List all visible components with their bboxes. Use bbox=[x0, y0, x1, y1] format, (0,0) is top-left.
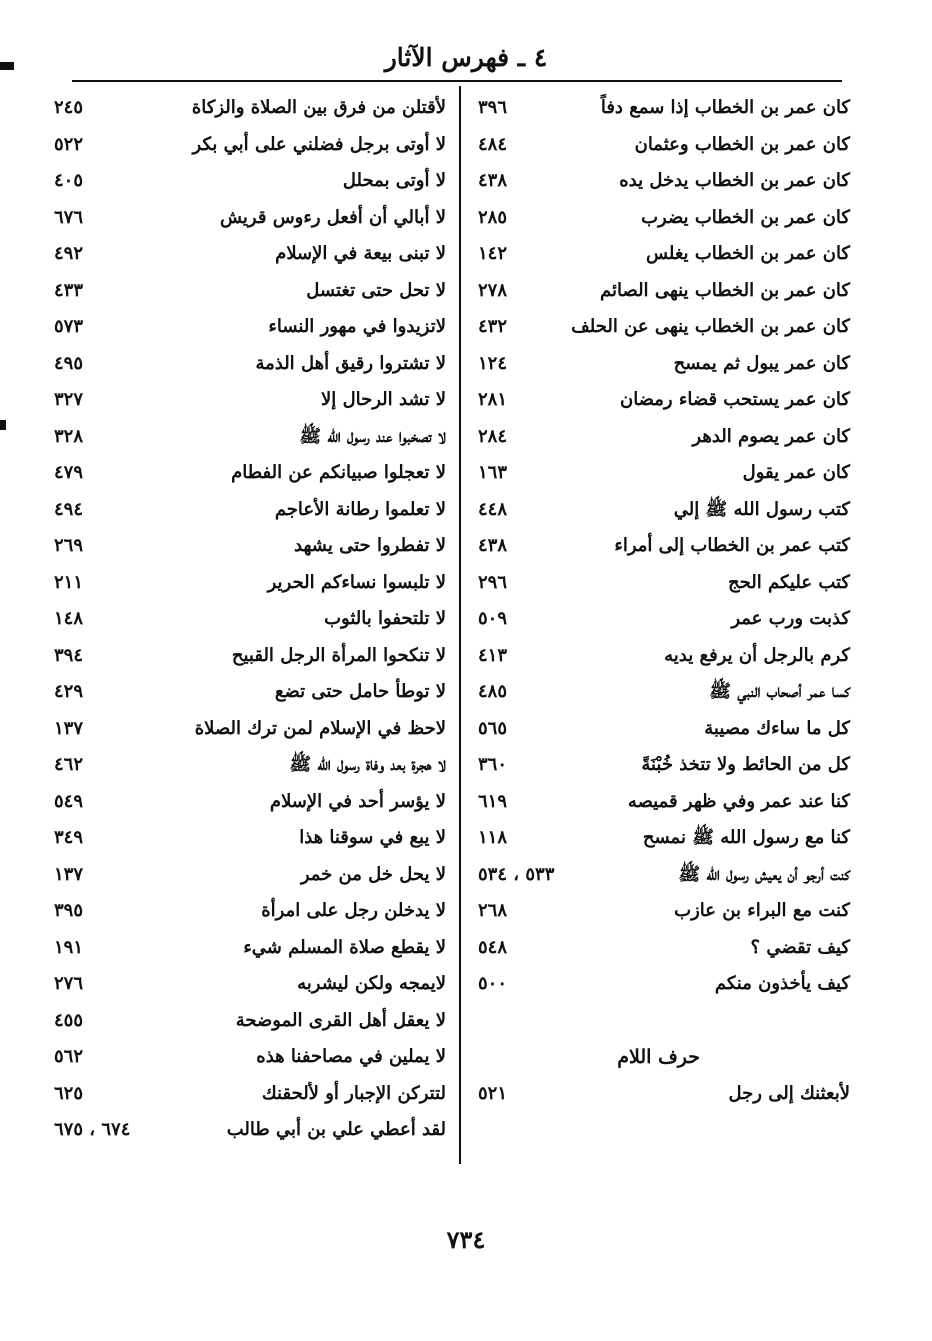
index-entry bbox=[46, 455, 456, 492]
entry-text: لا تبنى بيعة في الإسلام bbox=[275, 243, 446, 264]
entry-page-number: ٥٦٥ bbox=[478, 717, 508, 739]
entry-page-number: ١٢٤ bbox=[478, 352, 508, 374]
entry-text: كذبت ورب عمر bbox=[731, 608, 850, 629]
entry-text: كان عمر بن الخطاب يضرب bbox=[641, 206, 850, 228]
column-divider bbox=[459, 86, 461, 1164]
entry-page-number: ٤٩٥ bbox=[54, 352, 84, 374]
entry-text: كتب عمر بن الخطاب إلى أمراء bbox=[614, 535, 850, 556]
index-entry bbox=[470, 200, 850, 237]
entry-page-number: ٤٦٢ bbox=[54, 754, 84, 775]
index-entry bbox=[470, 1003, 850, 1040]
entry-text: لتتركن الإجبار أو لألحقنك bbox=[261, 1082, 446, 1104]
index-entry bbox=[470, 492, 850, 529]
entry-text: لا يعقل أهل القرى الموضحة bbox=[235, 1009, 446, 1031]
index-entry bbox=[46, 1076, 456, 1113]
index-entry bbox=[470, 382, 850, 419]
entry-page-number: ٤٨٤ bbox=[478, 133, 508, 155]
entry-page-number: ٢٧٦ bbox=[54, 973, 84, 994]
entry-page-number: ٢٦٨ bbox=[478, 900, 508, 921]
index-entry bbox=[470, 711, 850, 748]
index-entry bbox=[46, 90, 456, 127]
entry-page-number: ٢٧٨ bbox=[478, 279, 508, 301]
index-entry bbox=[46, 820, 456, 857]
entry-text: كان عمر يبول ثم يمسح bbox=[673, 352, 850, 374]
entry-page-number: ٣٦٠ bbox=[478, 754, 508, 775]
index-entry bbox=[470, 784, 850, 821]
entry-page-number: ٤٢٩ bbox=[54, 681, 84, 702]
entry-text: كل ما ساءك مصيبة bbox=[704, 717, 850, 739]
entry-text: لا يحل خل من خمر bbox=[300, 863, 446, 885]
entry-text: كان عمر يستحب قضاء رمضان bbox=[619, 389, 850, 410]
index-entry bbox=[470, 638, 850, 675]
index-entry bbox=[470, 236, 850, 273]
index-entry bbox=[46, 419, 456, 456]
index-entry bbox=[46, 747, 456, 784]
entry-text: لايمجه ولكن ليشربه bbox=[297, 973, 446, 994]
index-entry bbox=[46, 857, 456, 894]
entry-page-number: ٤٤٨ bbox=[478, 498, 508, 520]
index-entry bbox=[470, 455, 850, 492]
entry-text: كيف تقضي ؟ bbox=[750, 936, 850, 958]
entry-page-number: ١٣٧ bbox=[54, 863, 84, 885]
entry-text: لا أوتى برجل فضلني على أبي بكر bbox=[192, 133, 446, 155]
entry-page-number: ٤١٣ bbox=[478, 644, 508, 666]
entry-page-number: ٦٢٥ bbox=[54, 1082, 84, 1104]
index-entry bbox=[46, 528, 456, 565]
entry-text: لا تعلموا رطانة الأعاجم bbox=[274, 498, 446, 520]
index-entry bbox=[46, 236, 456, 273]
index-entry bbox=[46, 893, 456, 930]
entry-text: لا يملين في مصاحفنا هذه bbox=[256, 1046, 446, 1067]
entry-page-number: ٤٥٥ bbox=[54, 1009, 84, 1031]
entry-text: كنت مع البراء بن عازب bbox=[674, 900, 850, 921]
index-entry bbox=[470, 601, 850, 638]
index-entry bbox=[470, 747, 850, 784]
index-entry bbox=[46, 674, 456, 711]
index-entry bbox=[46, 784, 456, 821]
index-entry bbox=[470, 674, 850, 711]
left-column bbox=[46, 90, 456, 1149]
entry-text: لأقتلن من فرق بين الصلاة والزكاة bbox=[191, 97, 446, 118]
entry-text: لاحظ في الإسلام لمن ترك الصلاة bbox=[194, 717, 446, 739]
entry-text: لا تصخبوا عند رسول الله ﷺ bbox=[299, 425, 446, 447]
entry-page-number: ٤٣٨ bbox=[478, 535, 508, 556]
entry-page-number: ٢٦٩ bbox=[54, 535, 84, 556]
entry-text: كان عمر بن الخطاب ينهى عن الحلف bbox=[571, 316, 850, 337]
index-entry bbox=[46, 492, 456, 529]
section-heading bbox=[470, 1039, 850, 1076]
entry-text: كتب رسول الله ﷺ إلي bbox=[673, 498, 850, 520]
entry-page-number: ٢٨٤ bbox=[478, 425, 508, 447]
index-entry bbox=[46, 638, 456, 675]
entry-text: لقد أعطي علي بن أبي طالب bbox=[226, 1119, 446, 1140]
entry-page-number: ٥٧٣ bbox=[54, 316, 84, 337]
entry-page-number: ٥٣٣ ، ٥٣٤ bbox=[478, 863, 555, 885]
entry-text: لا تفطروا حتى يشهد bbox=[294, 535, 446, 556]
index-entry bbox=[470, 1076, 850, 1113]
entry-text: لا تنكحوا المرأة الرجل القبيح bbox=[231, 644, 446, 666]
index-entry bbox=[46, 565, 456, 602]
entry-page-number: ٦١٩ bbox=[478, 790, 508, 812]
entry-page-number: ٥٦٢ bbox=[54, 1046, 84, 1067]
entry-text: لاتزيدوا في مهور النساء bbox=[268, 316, 446, 337]
index-entry bbox=[470, 820, 850, 857]
index-entry bbox=[46, 200, 456, 237]
entry-page-number: ٣٩٦ bbox=[478, 97, 508, 118]
index-entry bbox=[470, 857, 850, 894]
index-entry bbox=[46, 930, 456, 967]
index-entry bbox=[46, 127, 456, 164]
index-entry bbox=[470, 127, 850, 164]
entry-text: لا تعجلوا صبيانكم عن الفطام bbox=[231, 462, 446, 483]
index-entry bbox=[46, 273, 456, 310]
entry-text: كنا عند عمر وفي ظهر قميصه bbox=[627, 790, 850, 812]
index-entry bbox=[470, 565, 850, 602]
entry-text: كسا عمر أصحاب النبي ﷺ bbox=[709, 681, 850, 702]
entry-text: كان عمر بن الخطاب ينهى الصائم bbox=[599, 279, 850, 301]
entry-page-number: ٣٢٨ bbox=[54, 425, 84, 447]
right-column bbox=[470, 90, 850, 1112]
entry-text: لأبعثنك إلى رجل bbox=[728, 1082, 850, 1104]
index-entry bbox=[470, 273, 850, 310]
entry-text: لا هجرة بعد وفاة رسول الله ﷺ bbox=[289, 754, 446, 775]
entry-text: كان عمر يقول bbox=[742, 462, 850, 483]
entry-text: لا تلتحفوا بالثوب bbox=[324, 608, 446, 629]
header-rule bbox=[72, 80, 842, 82]
entry-text: لا تشد الرحال إلا bbox=[321, 389, 446, 410]
entry-page-number: ١١٨ bbox=[478, 827, 508, 848]
entry-text: كنت أرجو أن يعيش رسول الله ﷺ bbox=[678, 863, 850, 885]
index-entry bbox=[46, 1039, 456, 1076]
entry-text: لا أوتى بمحلل bbox=[342, 170, 446, 191]
page-number: ٧٣٤ bbox=[446, 1225, 486, 1254]
index-entry bbox=[46, 1112, 456, 1149]
entry-page-number: ٢٤٥ bbox=[54, 97, 84, 118]
entry-page-number: ١٩١ bbox=[54, 936, 84, 958]
binding-mark bbox=[0, 420, 6, 430]
index-entry bbox=[470, 930, 850, 967]
entry-text: لا أبالي أن أفعل رءوس قريش bbox=[219, 206, 446, 228]
entry-page-number: ٥٤٩ bbox=[54, 790, 84, 812]
index-entry bbox=[46, 309, 456, 346]
index-entry bbox=[46, 382, 456, 419]
entry-text: كان عمر يصوم الدهر bbox=[692, 425, 850, 447]
entry-text: لا يبع في سوقنا هذا bbox=[299, 827, 446, 848]
entry-text: كنا مع رسول الله ﷺ نمسح bbox=[642, 827, 850, 848]
entry-text: كتب عليكم الحج bbox=[728, 571, 850, 593]
entry-page-number: ٣٢٧ bbox=[54, 389, 84, 410]
entry-page-number: ٥٢١ bbox=[478, 1082, 508, 1104]
binding-mark bbox=[0, 62, 14, 70]
entry-text: لا يقطع صلاة المسلم شيء bbox=[243, 936, 446, 958]
entry-text: لا توطأ حامل حتى تضع bbox=[274, 681, 446, 702]
entry-page-number: ١٣٧ bbox=[54, 717, 84, 739]
entry-text: كان عمر بن الخطاب يغلس bbox=[645, 243, 850, 264]
index-entry bbox=[470, 309, 850, 346]
index-entry bbox=[46, 346, 456, 383]
entry-page-number: ٦٧٦ bbox=[54, 206, 84, 228]
entry-text: كان عمر بن الخطاب وعثمان bbox=[634, 133, 850, 155]
entry-page-number: ٤٠٥ bbox=[54, 170, 84, 191]
entry-text: كل من الحائط ولا تتخذ خُبْنَةً bbox=[641, 754, 850, 775]
entry-text: كيف يأخذون منكم bbox=[714, 973, 850, 994]
entry-page-number: ٥٠٩ bbox=[478, 608, 508, 629]
page-title: ٤ ـ فهرس الآثار bbox=[384, 43, 548, 72]
entry-page-number: ٢٩٦ bbox=[478, 571, 508, 593]
index-entry bbox=[470, 419, 850, 456]
index-entry bbox=[470, 163, 850, 200]
entry-page-number: ٥٤٨ bbox=[478, 936, 508, 958]
index-entry bbox=[470, 90, 850, 127]
entry-page-number: ٣٩٥ bbox=[54, 900, 84, 921]
index-entry bbox=[46, 1003, 456, 1040]
index-entry bbox=[470, 966, 850, 1003]
entry-page-number: ٤٣٢ bbox=[478, 316, 508, 337]
entry-text: كان عمر بن الخطاب يدخل يده bbox=[619, 170, 850, 191]
entry-page-number: ٤٩٢ bbox=[54, 243, 84, 264]
index-entry bbox=[470, 893, 850, 930]
entry-text: لا يدخلن رجل على امرأة bbox=[261, 900, 446, 921]
entry-page-number: ٣٩٤ bbox=[54, 644, 84, 666]
entry-page-number: ١٤٢ bbox=[478, 243, 508, 264]
entry-page-number: ٥٢٢ bbox=[54, 133, 84, 155]
entry-text: لا تحل حتى تغتسل bbox=[306, 279, 446, 301]
entry-page-number: ٣٤٩ bbox=[54, 827, 84, 848]
entry-text: كرم بالرجل أن يرفع يديه bbox=[664, 644, 850, 666]
index-entry bbox=[46, 711, 456, 748]
entry-text: كان عمر بن الخطاب إذا سمع دفاً bbox=[600, 97, 850, 118]
entry-page-number: ٤٧٩ bbox=[54, 462, 84, 483]
entry-page-number: ٥٠٠ bbox=[478, 973, 508, 994]
entry-text: حرف اللام bbox=[617, 1046, 700, 1068]
index-entry bbox=[470, 346, 850, 383]
entry-page-number: ٤٨٥ bbox=[478, 681, 508, 702]
index-entry bbox=[470, 528, 850, 565]
entry-text: لا تلبسوا نساءكم الحرير bbox=[267, 571, 446, 593]
entry-page-number: ٢٨١ bbox=[478, 389, 508, 410]
index-entry bbox=[46, 163, 456, 200]
entry-page-number: ٢١١ bbox=[54, 571, 84, 593]
entry-page-number: ٤٩٤ bbox=[54, 498, 84, 520]
index-entry bbox=[46, 601, 456, 638]
entry-text: لا تشتروا رقيق أهل الذمة bbox=[255, 352, 446, 374]
entry-page-number: ٢٨٥ bbox=[478, 206, 508, 228]
entry-page-number: ٤٣٣ bbox=[54, 279, 84, 301]
index-entry bbox=[46, 966, 456, 1003]
entry-page-number: ١٤٨ bbox=[54, 608, 84, 629]
entry-text: لا يؤسر أحد في الإسلام bbox=[269, 790, 446, 812]
entry-page-number: ٦٧٤ ، ٦٧٥ bbox=[54, 1119, 131, 1140]
entry-page-number: ١٦٣ bbox=[478, 462, 508, 483]
entry-page-number: ٤٣٨ bbox=[478, 170, 508, 191]
